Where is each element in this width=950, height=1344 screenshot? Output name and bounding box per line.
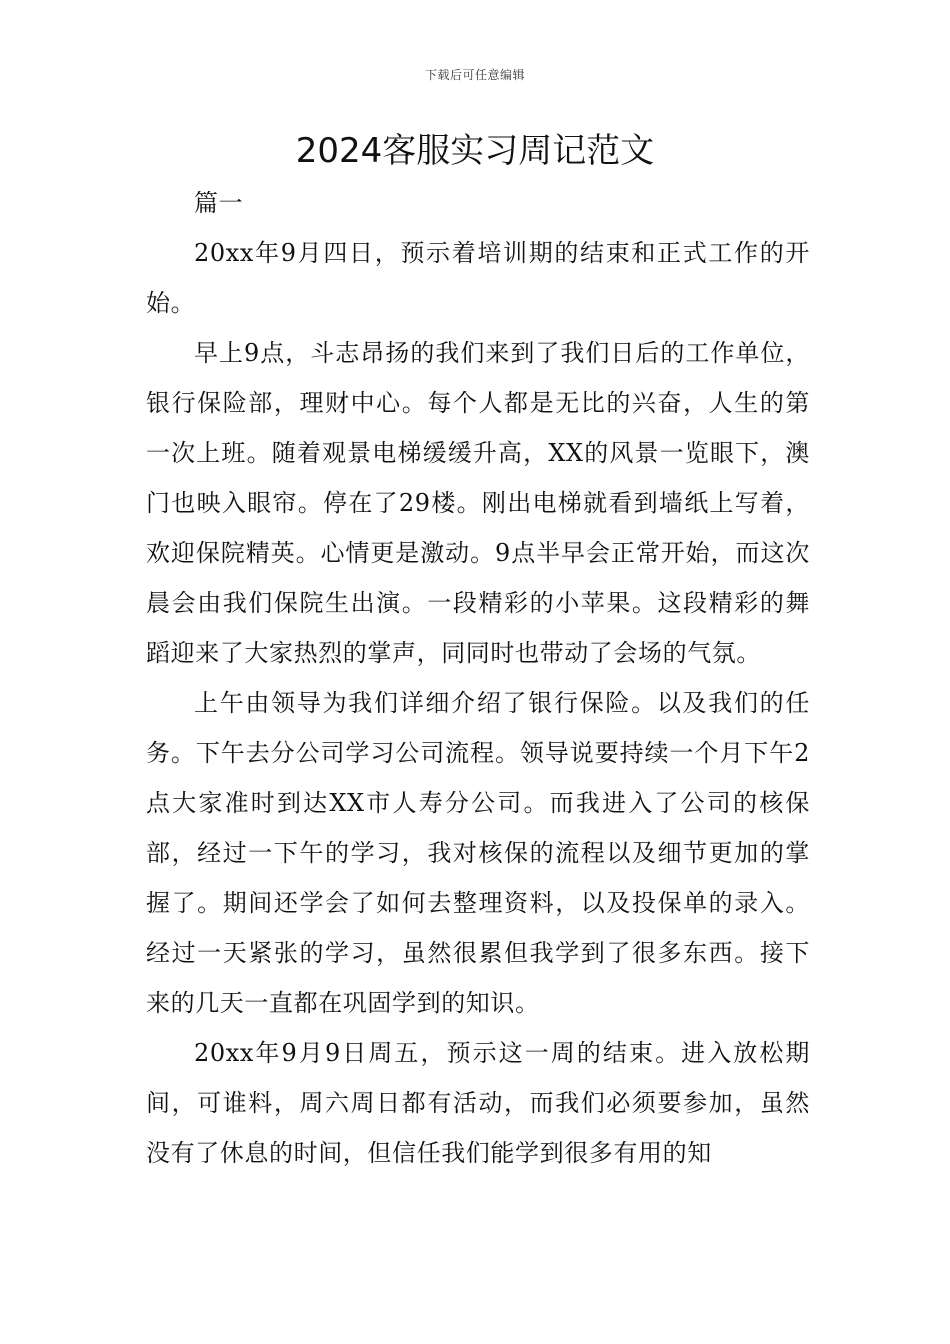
header-note: 下载后可任意编辑 (424, 68, 525, 82)
paragraph-1: 20xx年9月四日，预示着培训期的结束和正式工作的开始。 (146, 239, 810, 317)
document-title: 2024客服实习周记范文 (295, 131, 655, 171)
document-body (146, 178, 810, 1178)
paragraph-2: 早上9点，斗志昂扬的我们来到了我们日后的工作单位，银行保险部，理财中心。每个人都是无比的兴奋，人生的第一次上班。随着观景电梯缓缓升高，XX的风景一览眼下，澳门也映入眼帘。停在了29楼。刚出电梯就看到墙纸上写着，欢迎保院精英。心情更是激动。9点半早会正常开始，而这次晨会由我们保院生出演。一段精彩的小苹果。这段精彩的舞蹈迎来了大家热烈的掌声，同同时也带动了会场的气氛。 (146, 339, 810, 667)
paragraph-4: 20xx年9月9日周五，预示这一周的结束。进入放松期间，可谁料，周六周日都有活动，而我们必须要参加，虽然没有了休息的时间，但信任我们能学到很多有用的知 (146, 1039, 810, 1167)
paragraph-3: 上午由领导为我们详细介绍了银行保险。以及我们的任务。下午去分公司学习公司流程。领导说要持续一个月下午2点大家准时到达XX市人寿分公司。而我进入了公司的核保部，经过一下午的学习，我对核保的流程以及细节更加的掌握了。期间还学会了如何去整理资料，以及投保单的录入。经过一天紧张的学习，虽然很累但我学到了很多东西。接下来的几天一直都在巩固学到的知识。 (146, 689, 810, 1017)
section-label: 篇一 (194, 189, 244, 217)
